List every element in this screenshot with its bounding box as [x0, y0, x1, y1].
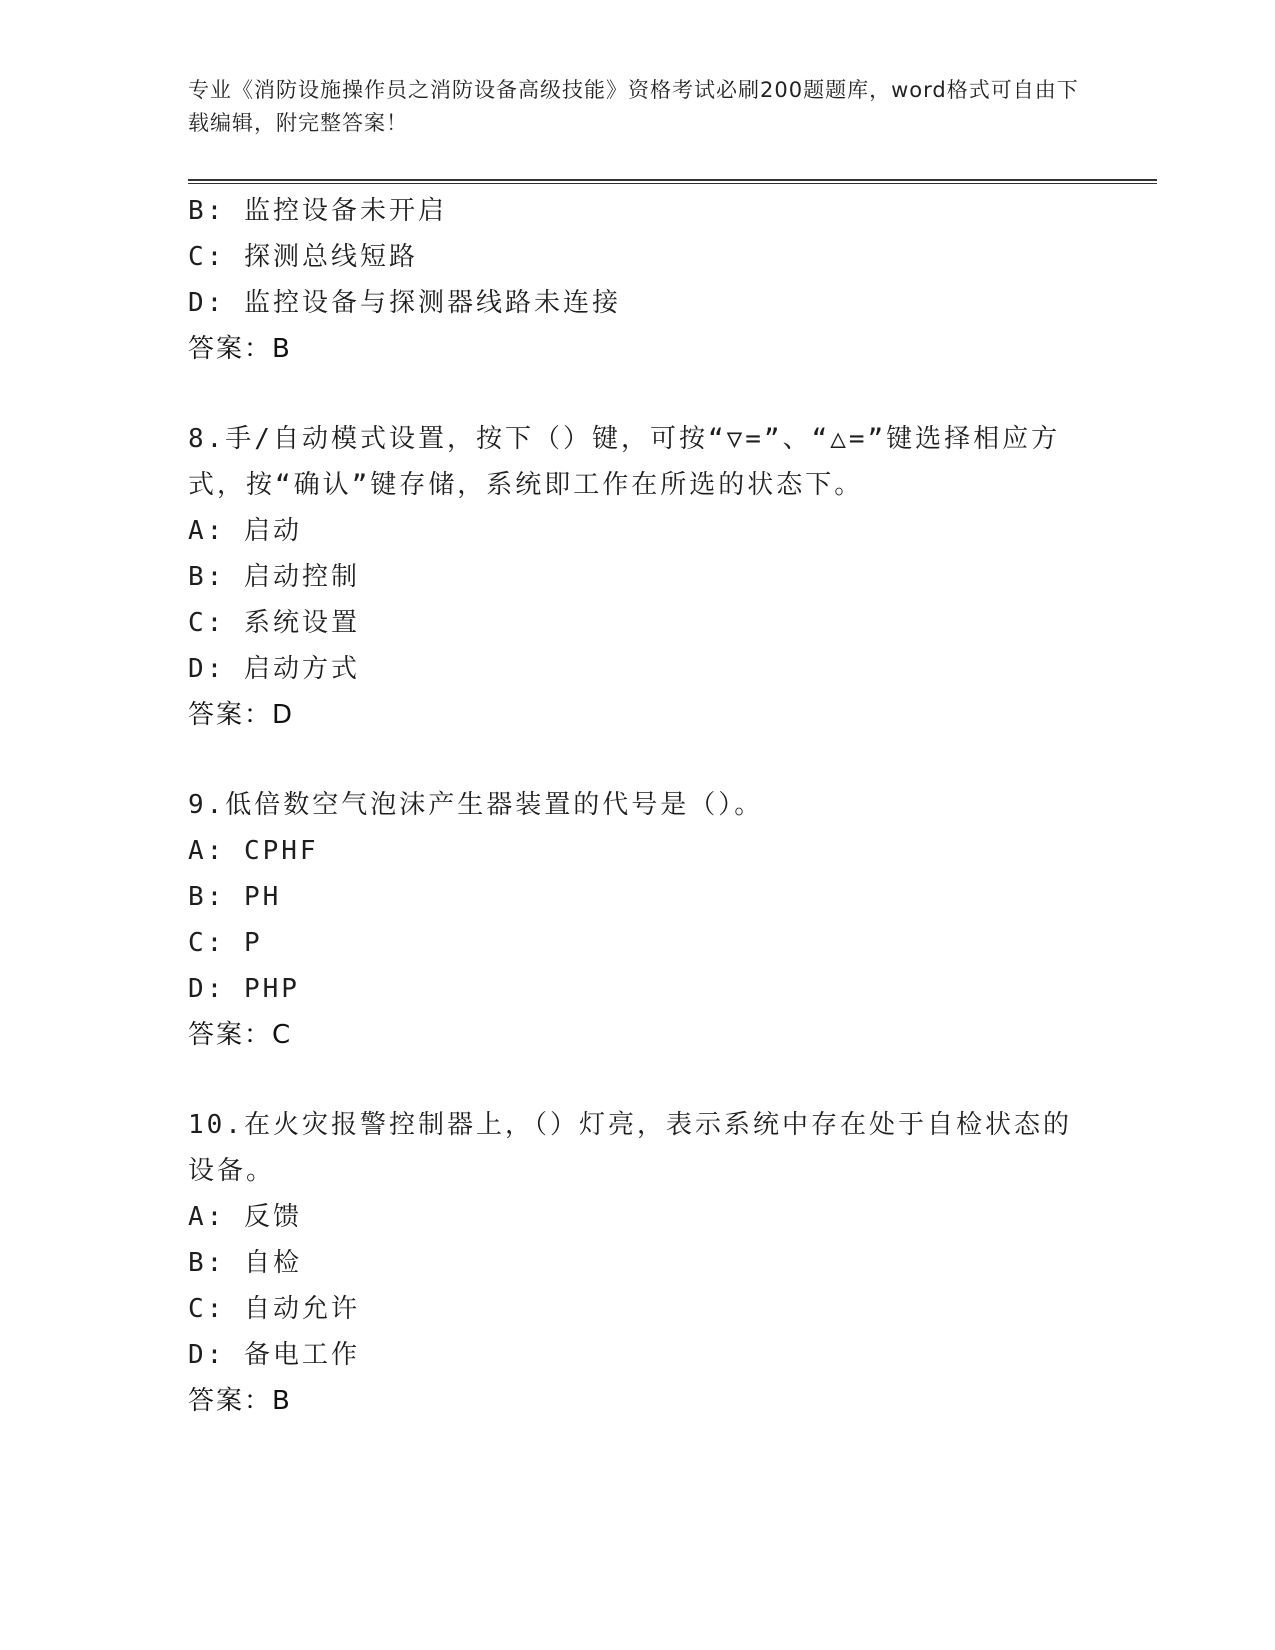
- question-9: [188, 782, 1088, 1058]
- option-b: B: 启动控制: [188, 562, 360, 592]
- document-header: 专业《消防设施操作员之消防设备高级技能》资格考试必刷200题题库，word格式可自由下载编辑，附完整答案！: [188, 78, 1079, 135]
- header-divider: [188, 179, 1157, 184]
- option-c: C: 系统设置: [188, 608, 360, 638]
- option-c: C: P: [188, 928, 263, 958]
- question-stem: 8.手/自动模式设置，按下（）键，可按“▽=”、“△=”键选择相应方式，按“确认”键存储，系统即工作在所选的状态下。: [188, 424, 1061, 500]
- option-a: A: CPHF: [188, 836, 319, 866]
- answer-line: 答案：D: [188, 700, 295, 730]
- option-b: B: PH: [188, 882, 282, 912]
- option-d: D: 启动方式: [188, 654, 360, 684]
- answer-line: 答案：B: [188, 334, 292, 364]
- question-7-partial: [188, 188, 1088, 372]
- option-a: A: 启动: [188, 516, 302, 546]
- question-8: [188, 416, 1088, 738]
- option-d: D: 备电工作: [188, 1340, 360, 1370]
- option-c: C: 探测总线短路: [188, 242, 418, 272]
- question-stem: 10.在火灾报警控制器上，（）灯亮，表示系统中存在处于自检状态的设备。: [188, 1110, 1072, 1186]
- option-b: B: 自检: [188, 1248, 302, 1278]
- document-body: [188, 188, 1088, 1424]
- answer-line: 答案：B: [188, 1386, 292, 1416]
- option-b: B: 监控设备未开启: [188, 196, 447, 226]
- option-a: A: 反馈: [188, 1202, 302, 1232]
- option-c: C: 自动允许: [188, 1294, 360, 1324]
- option-d: D: PHP: [188, 974, 300, 1004]
- answer-line: 答案：C: [188, 1020, 293, 1050]
- question-10: [188, 1102, 1088, 1424]
- question-stem: 9.低倍数空气泡沫产生器装置的代号是（）。: [188, 790, 764, 820]
- option-d: D: 监控设备与探测器线路未连接: [188, 288, 621, 318]
